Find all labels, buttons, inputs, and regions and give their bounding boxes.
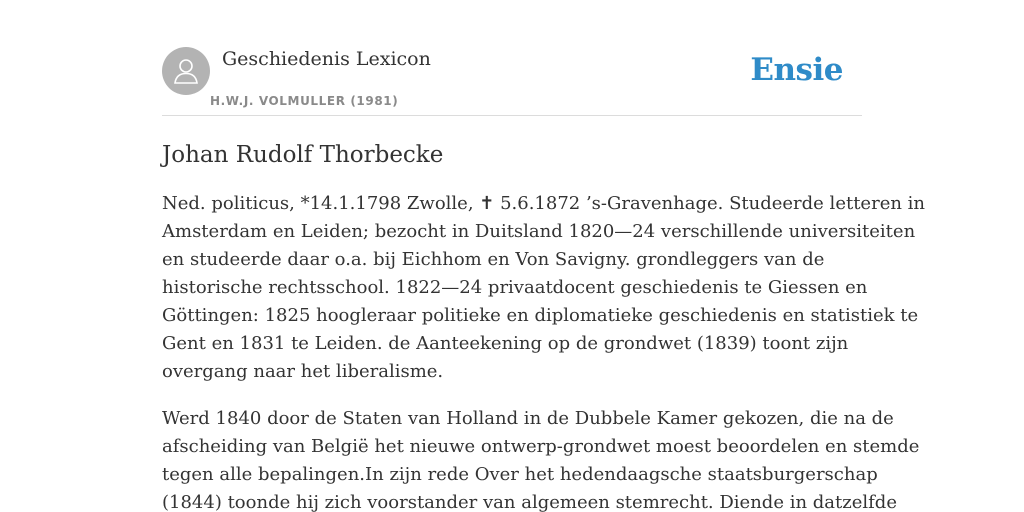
page (162, 0, 926, 512)
paragraph-line: Werd 1840 door de Staten van Holland in de Dubbele Kamer gekozen, die na de (162, 408, 894, 429)
paragraph-line: Ned. politicus, *14.1.1798 Zwolle, ✝ 5.6.1872 ’s-Gravenhage. Studeerde letteren in (162, 193, 926, 214)
article-paragraph (162, 190, 926, 386)
paragraph-line: en studeerde daar o.a. bij Eichhom en Von Savigny. grondleggers van de (162, 249, 825, 270)
article-body (162, 190, 926, 512)
paragraph-line: Amsterdam en Leiden; bezocht in Duitsland 1820—24 verschillende universiteiten (162, 221, 916, 242)
paragraph-line: Gent en 1831 te Leiden. de Aanteekening op de grondwet (1839) toont zijn (162, 333, 849, 354)
article-paragraph (162, 405, 920, 512)
paragraph-line: Göttingen: 1825 hoogleraar politieke en diplomatieke geschiedenis en statistiek te (162, 305, 919, 326)
paragraph-line: tegen alle bepalingen.In zijn rede Over het hedendaagsche staatsburgerschap (162, 464, 878, 485)
article-title: Johan Rudolf Thorbecke (162, 142, 444, 168)
user-icon (173, 57, 199, 85)
paragraph-line: overgang naar het liberalisme. (162, 361, 444, 382)
source-title[interactable]: Geschiedenis Lexicon (222, 48, 431, 70)
source-header (162, 47, 862, 116)
paragraph-line: (1844) toonde hij zich voorstander van algemeen stemrecht. Diende in datzelfde (162, 492, 897, 512)
avatar[interactable] (162, 47, 210, 95)
ensie-logo-link[interactable]: Ensie (750, 52, 843, 88)
source-author[interactable]: H.W.J. VOLMULLER (1981) (210, 94, 399, 108)
paragraph-line: historische rechtsschool. 1822—24 privaatdocent geschiedenis te Giessen en (162, 277, 868, 298)
paragraph-line: afscheiding van België het nieuwe ontwerp-grondwet moest beoordelen en stemde (162, 436, 920, 457)
